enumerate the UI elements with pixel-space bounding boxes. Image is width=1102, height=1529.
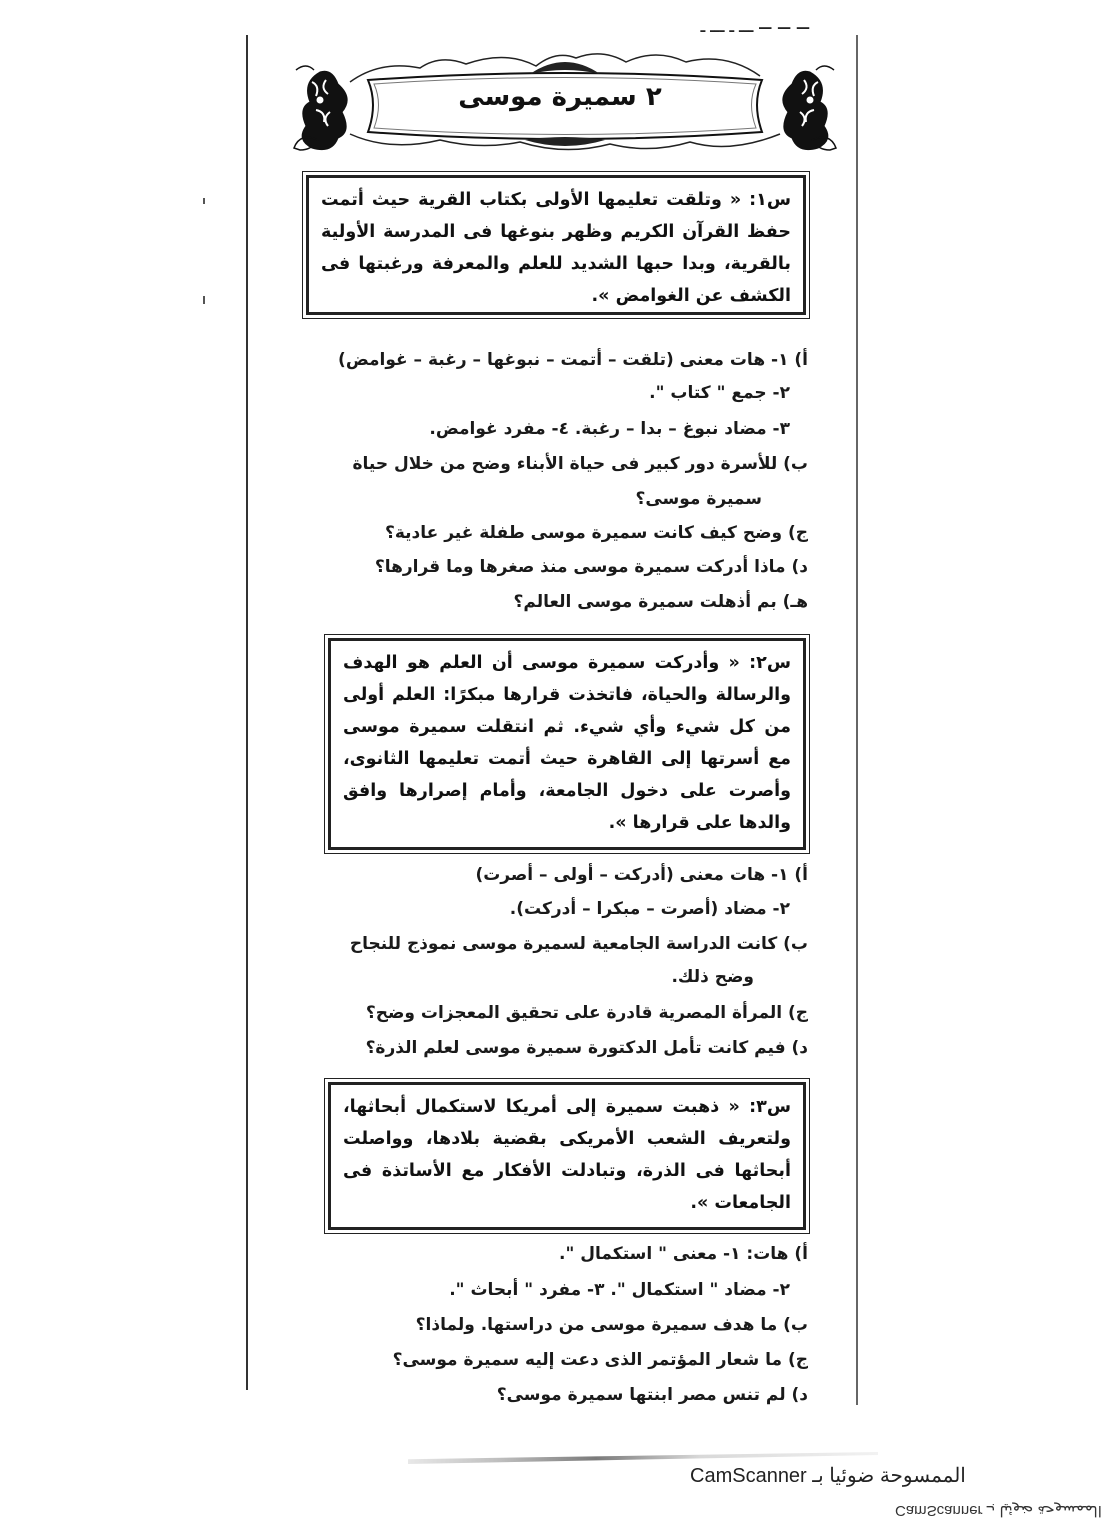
passage-box-1 (306, 175, 806, 315)
margin-mark (203, 198, 205, 204)
question-line: هـ) بم أذهلت سميرة موسى العالم؟ (513, 592, 808, 612)
passage-text: « وأدركت سميرة موسى أن العلم هو الهدف والرسالة والحياة، فاتخذت قرارها مبكرًا: العلم أولى من كل شيء وأي شيء. ثم انتقلت سميرة موسى مع أسرتها إلى القاهرة حيث أتمت تعليمها الثانوى، وأصرت على دخول الجامعة، وأمام إصرارها وافق والدها على قرارها ». (343, 653, 791, 833)
passage-box-2 (328, 638, 806, 850)
lesson-title: ٢ سميرة موسى (458, 82, 662, 112)
passage-box-3 (328, 1082, 806, 1230)
question-line: أ) ١- هات معنى (تلقت – أتمت – نبوغها – رغبة – غوامض) (338, 350, 808, 370)
passage-label: س٢: (749, 653, 792, 673)
passage-label: س٣: (749, 1097, 792, 1117)
margin-mark (203, 296, 205, 304)
cut-off-previous-line: — — — ـــ ـ ـــ ـ (700, 20, 810, 36)
question-line: ٢- مضاد (أصرت – مبكرا – أدركت). (509, 899, 790, 919)
question-line: د) لم تنس مصر ابنتها سميرة موسى؟ (496, 1385, 808, 1405)
camscanner-watermark-mirrored: الممسوحة ضوئيا بـ CamScanner (895, 1502, 1102, 1519)
question-line: ب) للأسرة دور كبير فى حياة الأبناء وضح من خلال حياة (352, 454, 808, 474)
question-line: سميرة موسى؟ (635, 489, 762, 509)
question-line: ٢- جمع " كتاب ". (649, 383, 790, 403)
question-line: ج) وضح كيف كانت سميرة موسى طفلة غير عادية؟ (385, 523, 808, 543)
question-line: أ) هات: ١- معنى " استكمال ". (559, 1244, 808, 1264)
question-line: ج) ما شعار المؤتمر الذى دعت إليه سميرة موسى؟ (392, 1350, 808, 1370)
page-border-left (246, 35, 248, 1390)
question-line: د) ماذا أدركت سميرة موسى منذ صغرها وما قرارها؟ (374, 557, 808, 577)
question-line: ب) كانت الدراسة الجامعية لسميرة موسى نموذج للنجاح (349, 934, 808, 954)
passage-text: « وتلقت تعليمها الأولى بكتاب القرية حيث أتمت حفظ القرآن الكريم وظهر بنوغها فى المدرسة الأولية بالقرية، وبدا حبها الشديد للعلم والمعرفة ورغبتها فى الكشف عن الغوامض ». (321, 190, 791, 306)
passage-text: « ذهبت سميرة إلى أمريكا لاستكمال أبحاثها، ولتعريف الشعب الأمريكى بقضية بلادها، وواصلت أبحاثها فى الذرة، وتبادلت الأفكار مع الأساتذة فى الجامعات ». (343, 1097, 791, 1213)
question-line: د) فيم كانت تأمل الدكتورة سميرة موسى لعلم الذرة؟ (365, 1038, 808, 1058)
question-line: ٣- مضاد نبوغ – بدا – رغبة. ٤- مفرد غوامض. (429, 419, 790, 439)
page-border-right (856, 35, 858, 1405)
question-line: أ) ١- هات معنى (أدركت – أولى – أصرت) (475, 865, 808, 885)
passage-label: س١: (749, 190, 791, 210)
question-line: وضح ذلك. (671, 967, 754, 987)
question-line: ج) المرأة المصرية قادرة على تحقيق المعجزات وضح؟ (365, 1003, 808, 1023)
question-line: ٢- مضاد " استكمال ". ٣- مفرد " أبحاث ". (449, 1280, 790, 1300)
lesson-header (290, 52, 840, 158)
camscanner-watermark: الممسوحة ضوئيا بـ CamScanner (690, 1465, 966, 1487)
question-line: ب) ما هدف سميرة موسى من دراستها. ولماذا؟ (415, 1315, 808, 1335)
